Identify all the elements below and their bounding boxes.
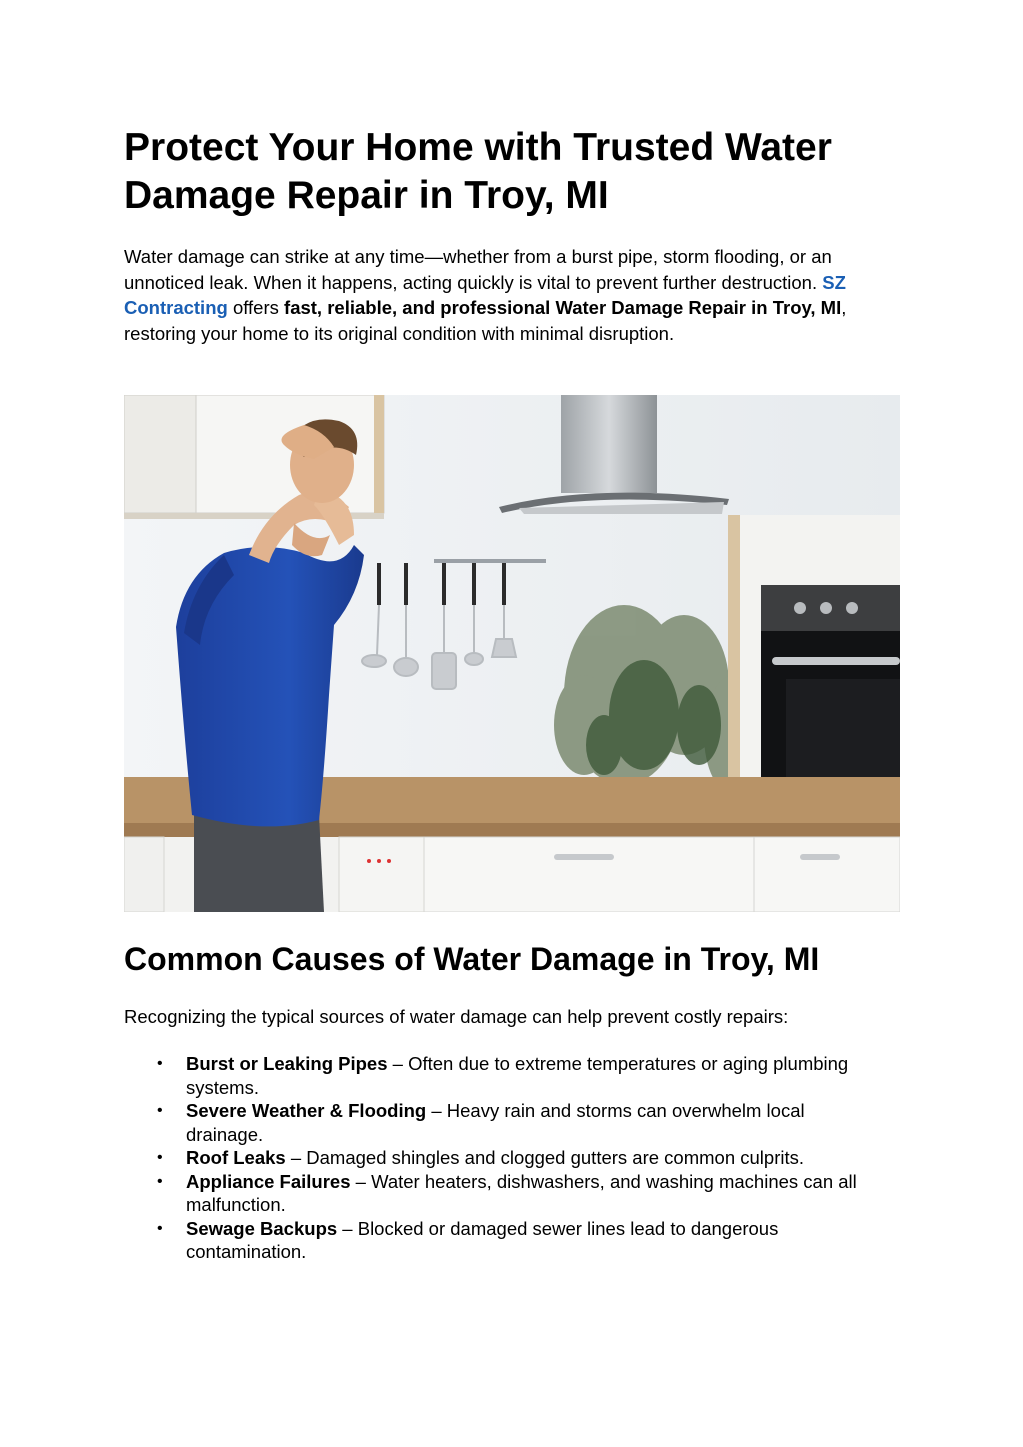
kitchen-water-damage-illustration bbox=[124, 395, 900, 912]
list-item bbox=[124, 1052, 884, 1099]
list-item-title: Sewage Backups bbox=[186, 1217, 338, 1239]
page-title: Protect Your Home with Trusted Water Damage Repair in Troy, MI bbox=[124, 126, 832, 217]
intro-paragraph bbox=[124, 244, 904, 346]
bullet-icon: • bbox=[157, 1219, 163, 1237]
bullet-icon: • bbox=[157, 1102, 163, 1119]
list-item-text: – Damaged shingles and clogged gutters are common culprits. bbox=[285, 1147, 804, 1168]
hero-image bbox=[124, 395, 900, 912]
intro-text-2: offers bbox=[227, 297, 285, 318]
list-item bbox=[124, 1099, 884, 1146]
list-item-text: – Blocked or damaged sewer lines lead to dangerous contamination. bbox=[186, 1217, 779, 1262]
list-item-text: – Heavy rain and storms can overwhelm local drainage. bbox=[186, 1100, 805, 1145]
list-item-text: – Often due to extreme temperatures or aging plumbing systems. bbox=[186, 1053, 849, 1098]
list-item-title: Severe Weather & Flooding bbox=[186, 1100, 427, 1121]
bullet-icon: • bbox=[157, 1149, 163, 1166]
intro-text-1: Water damage can strike at any time—whether from a burst pipe, storm flooding, or an unnoticed leak. When it happens, acting quickly is vital to prevent further destruction. bbox=[124, 246, 832, 293]
bullet-icon: • bbox=[157, 1172, 163, 1190]
intro-text-3: , restoring your home to its original condition with minimal disruption. bbox=[124, 297, 847, 344]
list-item-title: Burst or Leaking Pipes bbox=[186, 1053, 388, 1074]
list-item-title: Roof Leaks bbox=[186, 1147, 286, 1168]
list-item bbox=[124, 1217, 884, 1264]
brand-link[interactable]: SZ Contracting bbox=[124, 271, 846, 318]
list-item-text: – Water heaters, dishwashers, and washing machines can all malfunction. bbox=[186, 1170, 857, 1215]
bullet-icon: • bbox=[157, 1055, 163, 1072]
causes-list bbox=[124, 1052, 884, 1264]
list-item-title: Appliance Failures bbox=[186, 1170, 351, 1192]
list-item bbox=[124, 1170, 884, 1217]
list-item bbox=[124, 1146, 884, 1170]
section-heading: Common Causes of Water Damage in Troy, MI bbox=[124, 941, 820, 977]
intro-bold: fast, reliable, and professional Water Damage Repair in Troy, MI bbox=[284, 297, 842, 318]
section-lead: Recognizing the typical sources of water damage can help prevent costly repairs: bbox=[124, 1006, 789, 1027]
